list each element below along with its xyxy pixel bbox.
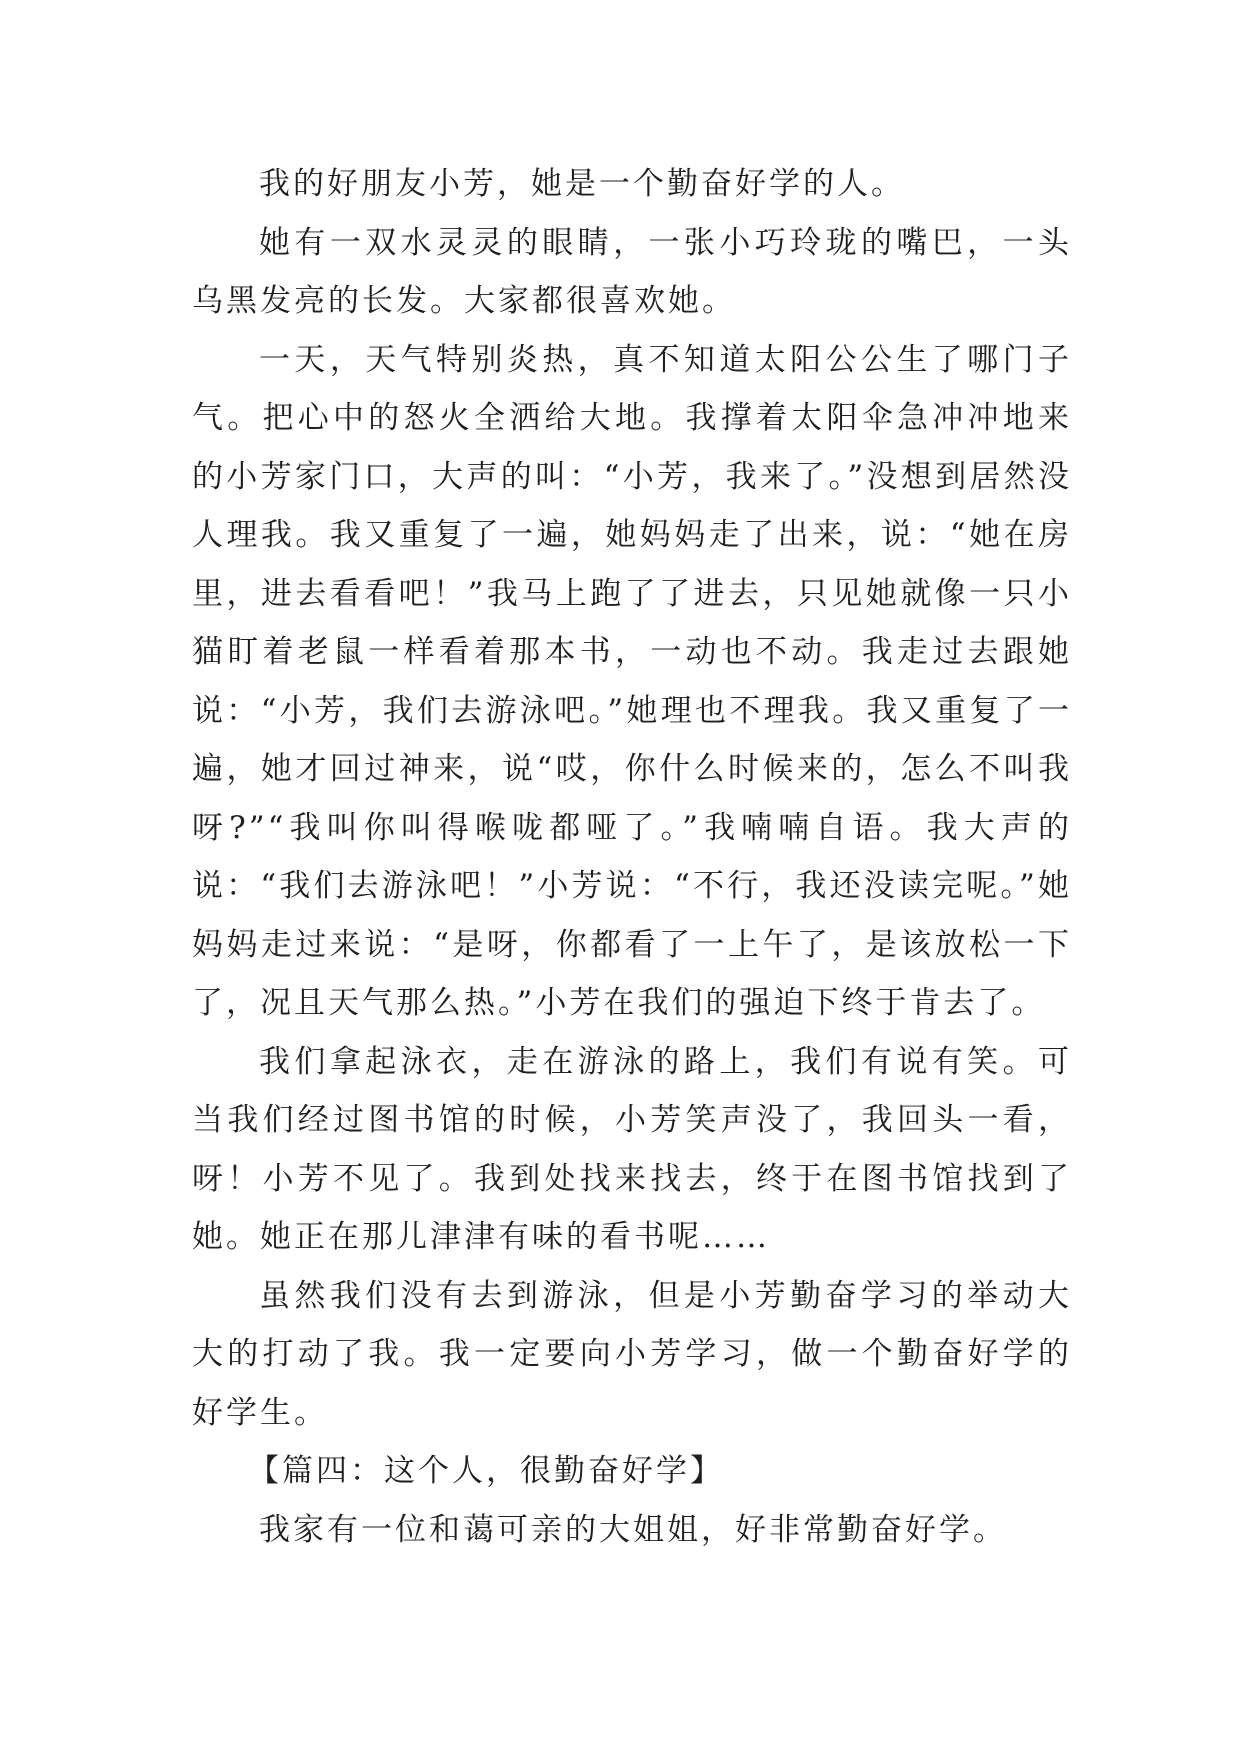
- paragraph-next-essay: 我家有一位和蔼可亲的大姐姐，好非常勤奋好学。: [259, 1511, 1007, 1548]
- paragraph-intro: 我的好朋友小芳，她是一个勤奋好学的人。: [259, 166, 905, 202]
- paragraph-library: 我们拿起泳衣，走在游泳的路上，我们有说有笑。可当我们经过图书馆的时候，小芳笑声没了，我回头一看，呀！小芳不见了。我到处找来找去，终于在图书馆找到了她。她正在那儿津津有味的看书呢……: [192, 1043, 1072, 1255]
- section-heading: 【篇四：这个人，很勤奋好学】: [248, 1453, 724, 1489]
- paragraph-hot-day: 一天，天气特别炎热，真不知道太阳公公生了哪门子气。把心中的怒火全洒给大地。我撑着太阳伞急冲冲地来的小芳家门口，大声的叫：“小芳，我来了。”没想到居然没人理我。我又重复了一遍，她妈妈走了出来，说：“她在房里，进去看看吧！”我马上跑了了进去，只见她就像一只小猫盯着老鼠一样看着那本书，一动也不动。我走过去跟她说：“小芳，我们去游泳吧。”她理也不理我。我又重复了一遍，她才回过神来，说“哎，你什么时候来的，怎么不叫我呀?”“我叫你叫得喉咙都哑了。”我喃喃自语。我大声的说：“我们去游泳吧！”小芳说：“不行，我还没读完呢。”她妈妈走过来说：“是呀，你都看了一上午了，是该放松一下了，况且天气那么热。”小芳在我们的强迫下终于肯去了。: [192, 341, 1072, 1021]
- paragraph-appearance: 她有一双水灵灵的眼睛，一张小巧玲珑的嘴巴，一头乌黑发亮的长发。大家都很喜欢她。: [192, 224, 1072, 319]
- document-body: [192, 155, 1072, 1559]
- paragraph-conclusion: 虽然我们没有去到游泳，但是小芳勤奋学习的举动大大的打动了我。我一定要向小芳学习，做一个勤奋好学的好学生。: [192, 1277, 1072, 1431]
